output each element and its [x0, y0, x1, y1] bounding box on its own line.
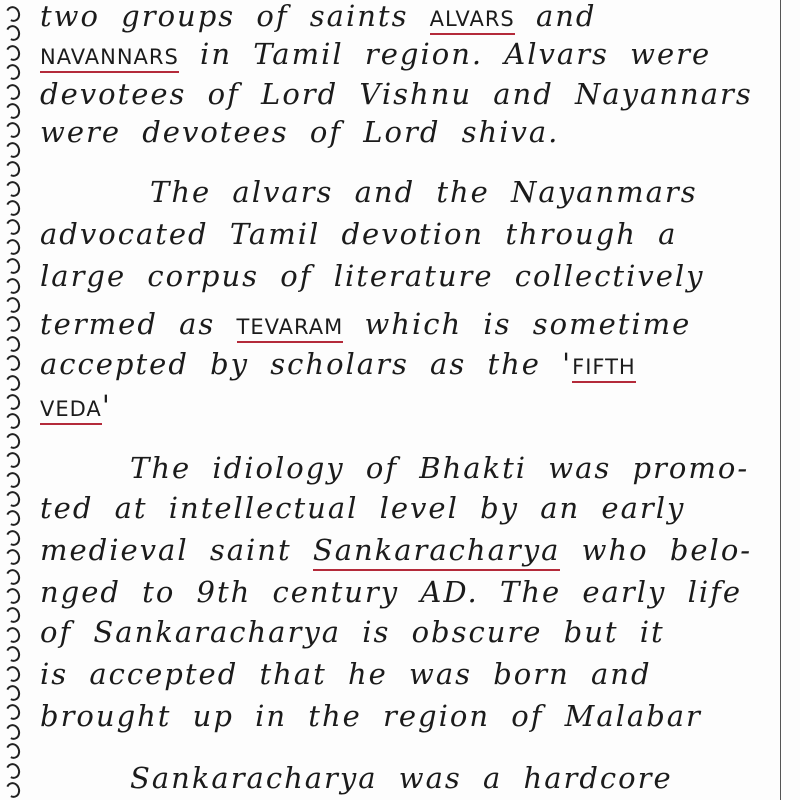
binding-hole	[4, 586, 23, 606]
binding-hole	[4, 411, 23, 431]
binding-hole	[4, 664, 23, 684]
binding-hole	[4, 295, 23, 315]
line-13-tail: who belo-	[560, 533, 753, 567]
term-veda: VEDA	[40, 397, 102, 425]
line-9-text: accepted by scholars as the '	[40, 347, 573, 381]
line-14-text: nged to 9th century AD. The early life	[40, 575, 743, 609]
line-12-text: ted at intellectual level by an early	[40, 491, 686, 525]
binding-hole	[4, 431, 23, 451]
line-3-text: devotees of Lord Vishnu and Nayannars	[40, 77, 753, 111]
binding-hole	[4, 62, 23, 82]
line-17-text: brought up in the region of Malabar	[40, 699, 702, 733]
text-line-15	[40, 615, 776, 649]
line-7-text: large corpus of literature collectively	[40, 259, 705, 293]
binding-hole	[4, 567, 23, 587]
binding-hole	[4, 120, 23, 140]
text-line-3	[40, 77, 776, 111]
binding-hole	[4, 741, 23, 761]
text-line-2	[40, 37, 776, 71]
binding-hole	[4, 276, 23, 296]
line-8-tail: which is sometime	[343, 307, 692, 341]
binding-hole	[4, 625, 23, 645]
line-4-text: were devotees of Lord shiva.	[40, 115, 560, 149]
term-fifth: FIFTH	[572, 355, 636, 383]
text-line-10	[40, 389, 776, 423]
binding-hole	[4, 237, 23, 257]
binding-hole	[4, 450, 23, 470]
binding-hole	[4, 101, 23, 121]
text-line-13	[40, 533, 776, 567]
binding-hole	[4, 217, 23, 237]
text-line-8	[40, 307, 776, 341]
line-1-text: two groups of saints	[40, 0, 430, 33]
binding-hole	[4, 23, 23, 43]
line-6-text: advocated Tamil devotion through a	[40, 217, 678, 251]
binding-hole	[4, 392, 23, 412]
binding-hole	[4, 547, 23, 567]
text-line-7	[40, 259, 776, 293]
binding-hole	[4, 82, 23, 102]
binding-hole	[4, 489, 23, 509]
binding-hole	[4, 780, 23, 800]
binding-hole	[4, 528, 23, 548]
binding-hole	[4, 761, 23, 781]
binding-hole	[4, 256, 23, 276]
binding-hole	[4, 4, 23, 24]
term-sankaracharya: Sankaracharya	[313, 533, 561, 571]
text-line-16	[40, 657, 776, 691]
text-line-1	[40, 2, 776, 31]
term-tevaram: TEVARAM	[237, 315, 344, 343]
binding-hole	[4, 683, 23, 703]
term-alvars: ALVARS	[430, 7, 515, 35]
text-line-18	[40, 761, 776, 795]
binding-hole	[4, 702, 23, 722]
text-line-17	[40, 699, 776, 733]
text-line-5	[40, 175, 776, 209]
binding-hole	[4, 198, 23, 218]
text-line-9	[40, 347, 776, 381]
text-line-4	[40, 115, 776, 149]
line-18-text: Sankaracharya was a hardcore	[130, 761, 673, 795]
spiral-binding	[6, 0, 36, 800]
binding-hole	[4, 644, 23, 664]
binding-hole	[4, 373, 23, 393]
line-5-text: The alvars and the Nayanmars	[150, 175, 698, 209]
line-16-text: is accepted that he was born and	[40, 657, 652, 691]
line-2-tail: in Tamil region. Alvars were	[178, 37, 712, 71]
binding-hole	[4, 508, 23, 528]
line-11-text: The idiology of Bhakti was promo-	[130, 451, 750, 485]
binding-hole	[4, 159, 23, 179]
line-15-text: of Sankaracharya is obscure but it	[40, 615, 665, 649]
margin-rule	[780, 0, 781, 800]
binding-hole	[4, 470, 23, 490]
binding-hole	[4, 314, 23, 334]
text-line-6	[40, 217, 776, 251]
binding-hole	[4, 605, 23, 625]
line-1-tail: and	[514, 0, 597, 33]
binding-hole	[4, 334, 23, 354]
line-8-text: termed as	[40, 307, 237, 341]
line-13-text: medieval saint	[40, 533, 313, 567]
text-line-12	[40, 491, 776, 525]
text-line-11	[40, 451, 776, 485]
binding-hole	[4, 353, 23, 373]
line-10-tail: '	[101, 389, 112, 423]
binding-hole	[4, 179, 23, 199]
term-navannars: NAVANNARS	[40, 45, 179, 73]
binding-hole	[4, 43, 23, 63]
binding-hole	[4, 140, 23, 160]
binding-hole	[4, 722, 23, 742]
text-line-14	[40, 575, 776, 609]
